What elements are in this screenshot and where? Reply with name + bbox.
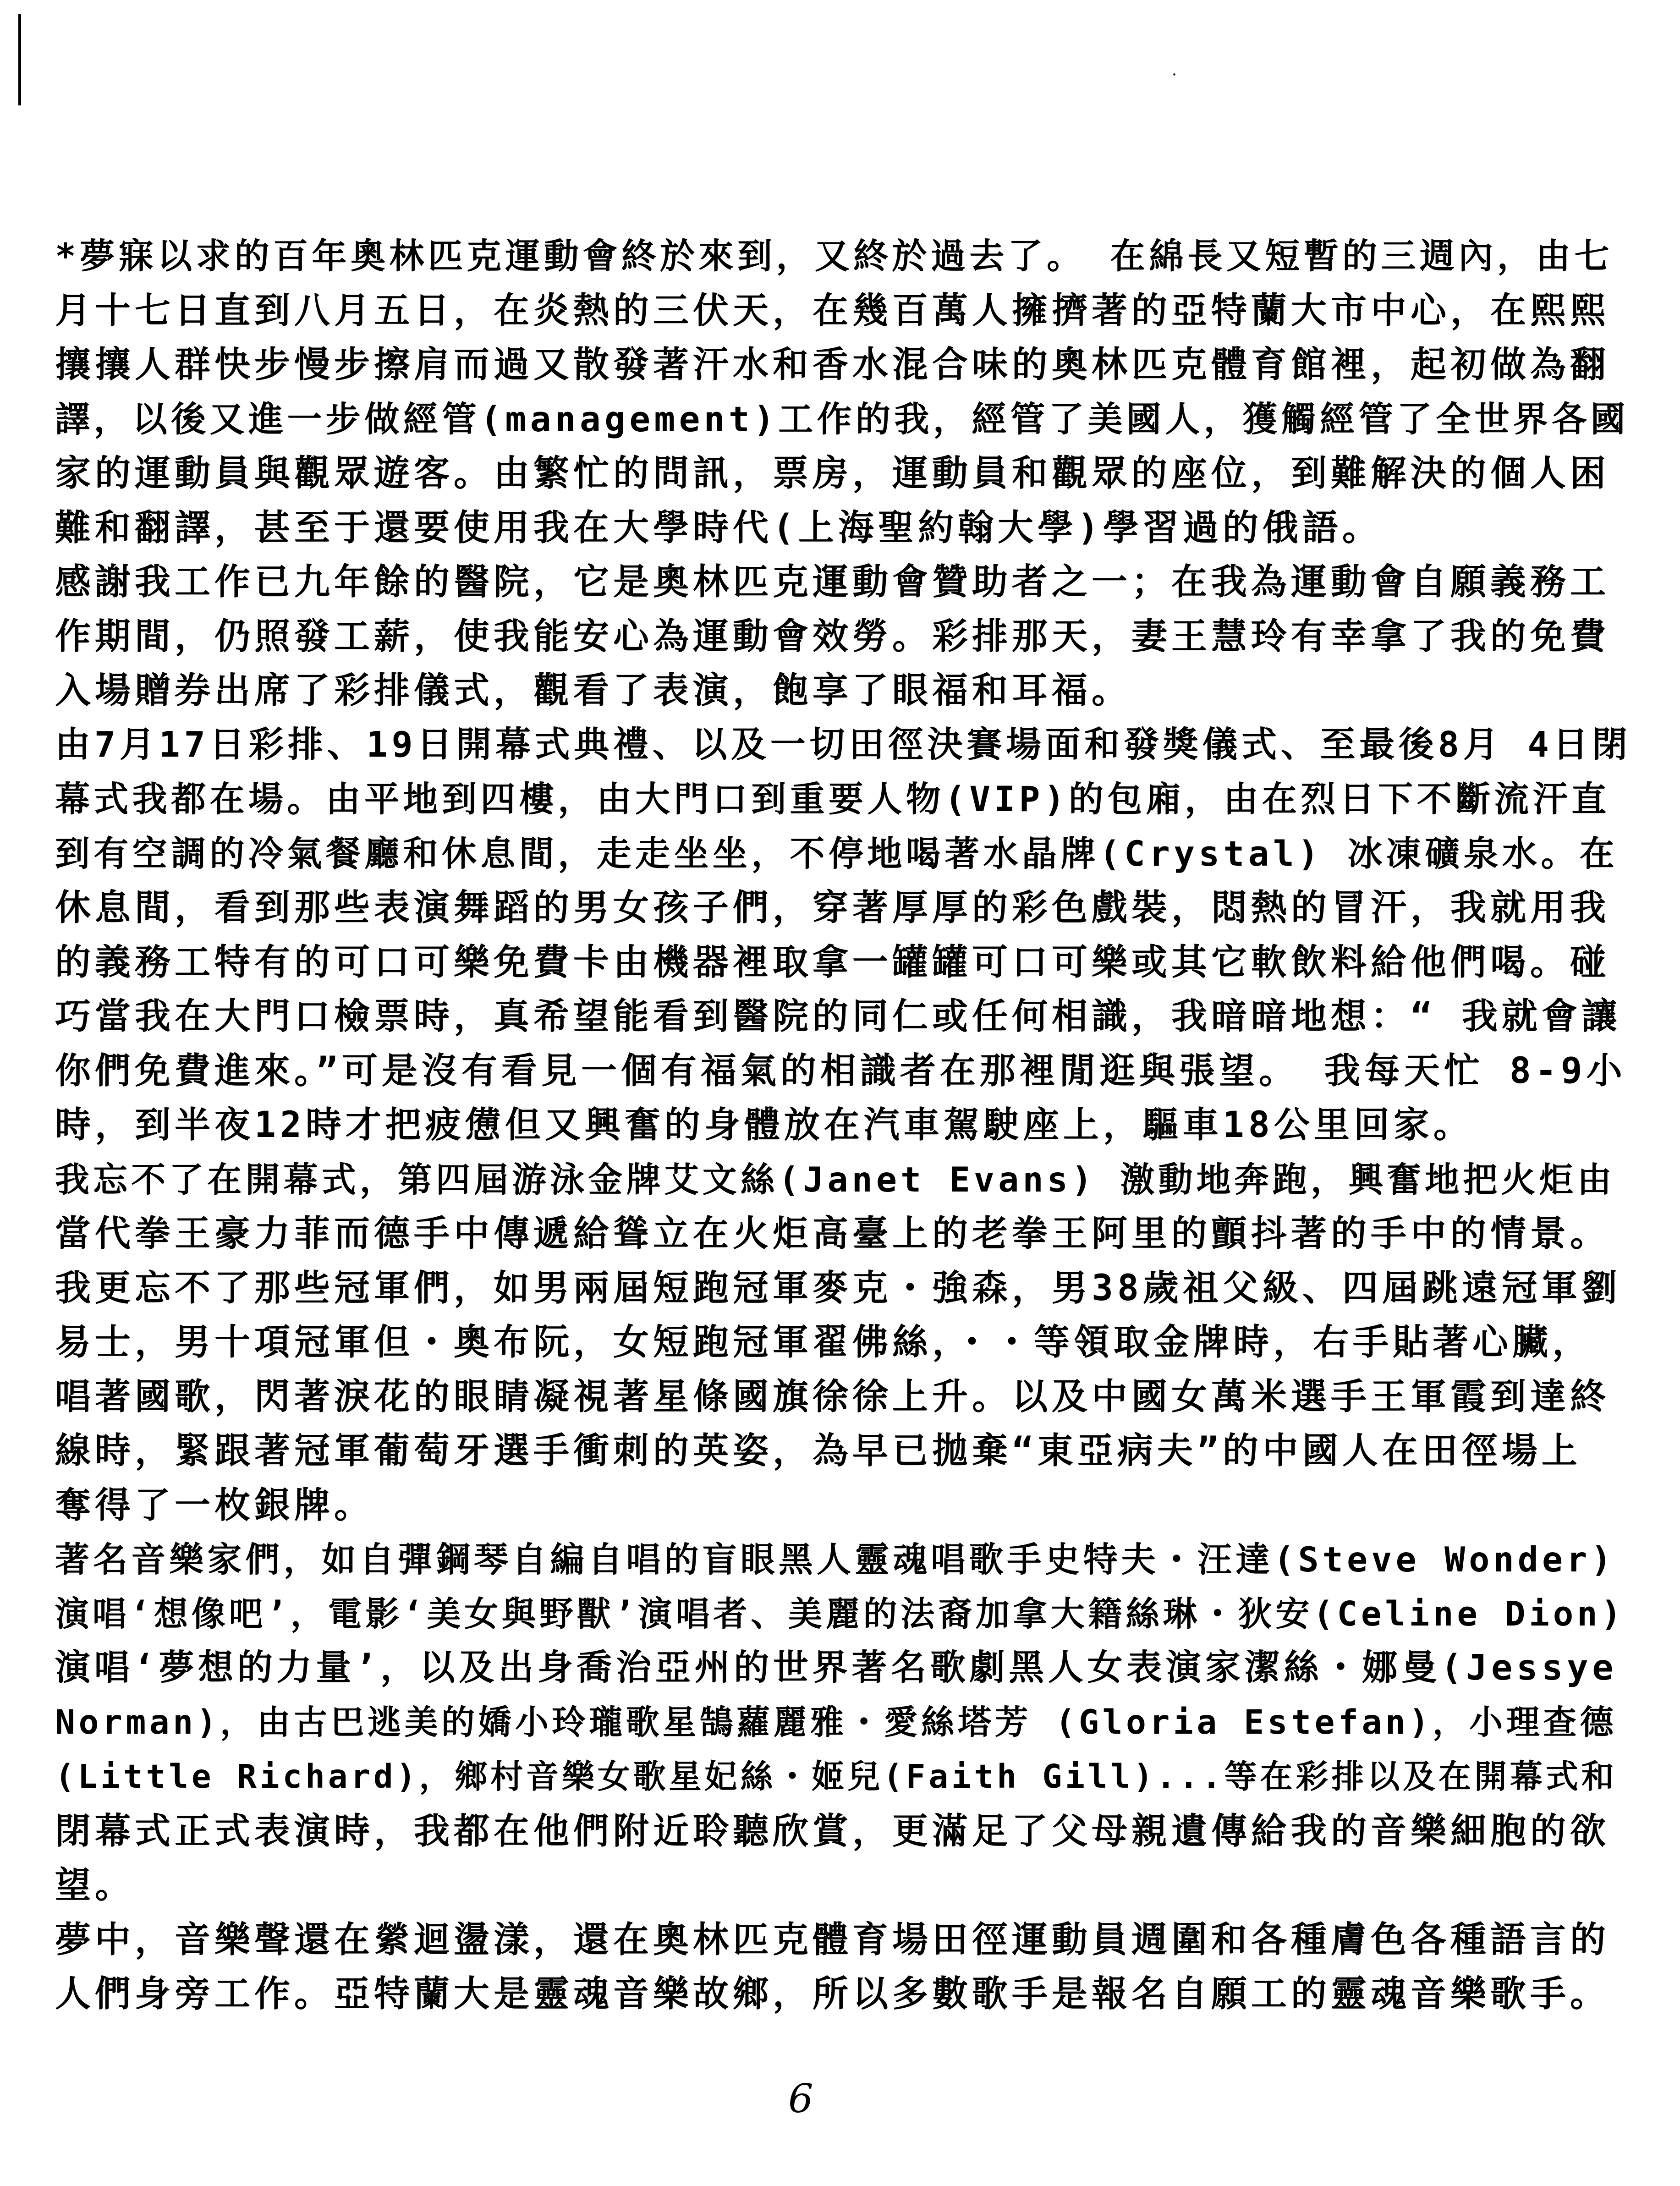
text-line: 你們免費進來。”可是沒有看見一個有福氣的相識者在那裡閒逛與張望。 我每天忙 8-9小 [55, 1050, 1626, 1092]
text-line: 我更忘不了那些冠軍們，如男兩屆短跑冠軍麥克・強森，男38歲祖父級、四屆跳遠冠軍劉 [55, 1267, 1621, 1309]
text-line: 望。 [55, 1865, 135, 1906]
text-line: Norman)，由古巴逃美的嬌小玲瓏歌星鵠蘿麗雅・愛絲塔芳 (Gloria Estefan)，小理查德 [55, 1703, 1617, 1742]
text-line: 閉幕式正式表演時，我都在他們附近聆聽欣賞，更滿足了父母親遺傳給我的音樂細胞的欲 [55, 1810, 1610, 1852]
text-line: 感謝我工作已九年餘的醫院，它是奧林匹克運動會贊助者之一；在我為運動會自願義務工 [55, 561, 1610, 603]
document-body [55, 229, 1631, 2021]
text-line: 當代拳王豪力菲而德手中傳遞給聳立在火炬高臺上的老拳王阿里的顫抖著的手中的情景。 [55, 1213, 1610, 1254]
text-line: 幕式我都在場。由平地到四樓，由大門口到重要人物(VIP)的包廂，由在烈日下不斷流汗直 [55, 779, 1610, 819]
scan-speck [1173, 73, 1175, 76]
text-line: 由7月17日彩排、19日開幕式典禮、以及一切田徑決賽場面和發獎儀式、至最後8月 4日閉 [55, 724, 1631, 765]
text-line: 線時，緊跟著冠軍葡萄牙選手衝刺的英姿，為早已拋棄“東亞病夫”的中國人在田徑場上 [55, 1430, 1581, 1472]
text-line: 難和翻譯，甚至于還要使用我在大學時代(上海聖約翰大學)學習過的俄語。 [55, 507, 1382, 549]
text-line: 奪得了一枚銀牌。 [55, 1484, 374, 1526]
text-line: (Little Richard)，鄉村音樂女歌星妃絲・姬兒(Faith Gill)...等在彩排以及在開幕式和 [55, 1758, 1617, 1796]
text-line: 時，到半夜12時才把疲憊但又興奮的身體放在汽車駕駛座上，驅車18公里回家。 [55, 1104, 1473, 1146]
margin-scan-line [18, 14, 21, 105]
text-line: 家的運動員與觀眾遊客。由繁忙的問訊，票房，運動員和觀眾的座位，到難解決的個人困 [55, 453, 1610, 494]
text-line: 夢中，音樂聲還在縈迴盪漾，還在奧林匹克體育場田徑運動員週圍和各種膚色各種語言的 [55, 1919, 1610, 1961]
text-line: 到有空調的冷氣餐廳和休息間，走走坐坐，不停地喝著水晶牌(Crystal) 冰凍礦泉水。在 [55, 833, 1619, 874]
page-number: 6 [788, 2076, 813, 2122]
text-line: 人們身旁工作。亞特蘭大是靈魂音樂故鄉，所以多數歌手是報名自願工的靈魂音樂歌手。 [55, 1973, 1610, 2015]
text-line: 的義務工特有的可口可樂免費卡由機器裡取拿一罐罐可口可樂或其它軟飲料給他們喝。碰 [55, 941, 1610, 983]
text-line: 攘攘人群快步慢步擦肩而過又散發著汗水和香水混合味的奧林匹克體育館裡，起初做為翻 [55, 344, 1610, 385]
text-line: *夢寐以求的百年奧林匹克運動會終於來到，又終於過去了。 在綿長又短暫的三週內，由七 [55, 236, 1613, 276]
text-line: 巧當我在大門口檢票時，真希望能看到醫院的同仁或任何相識，我暗暗地想：“ 我就會讓 [55, 996, 1621, 1037]
text-line: 著名音樂家們，如自彈鋼琴自編自唱的盲眼黑人靈魂唱歌手史特夫・汪達(Steve Wonder) [55, 1539, 1615, 1580]
text-line: 譯，以後又進一步做經管(management)工作的我，經管了美國人，獲觸經管了全世界各國 [55, 398, 1630, 439]
text-line: 演唱‘想像吧’，電影‘美女與野獸’演唱者、美麗的法裔加拿大籍絲琳・狄安(Celine Dion) [55, 1594, 1625, 1634]
text-line: 易士，男十項冠軍但・奧布阮，女短跑冠軍翟佛絲，・・等領取金牌時，右手貼著心臟， [55, 1322, 1592, 1363]
text-line: 休息間，看到那些表演舞蹈的男女孩子們，穿著厚厚的彩色戲裝，悶熱的冒汗，我就用我 [55, 887, 1610, 928]
text-line: 演唱‘夢想的力量’，以及出身喬治亞州的世界著名歌劇黑人女表演家潔絲・娜曼(Jessye [55, 1648, 1618, 1688]
text-line: 入場贈券出席了彩排儀式，觀看了表演，飽享了眼福和耳福。 [55, 670, 1132, 711]
text-line: 唱著國歌，閃著淚花的眼睛凝視著星條國旗徐徐上升。以及中國女萬米選手王軍霞到達終 [55, 1376, 1610, 1417]
text-line: 我忘不了在開幕式，第四屆游泳金牌艾文絲(Janet Evans) 激動地奔跑，興奮地把火炬由 [55, 1159, 1615, 1200]
text-line: 月十七日直到八月五日，在炎熱的三伏天，在幾百萬人擁擠著的亞特蘭大市中心，在熙熙 [55, 290, 1610, 331]
text-line: 作期間，仍照發工薪，使我能安心為運動會效勞。彩排那天，妻王慧玲有幸拿了我的免費 [55, 615, 1610, 657]
